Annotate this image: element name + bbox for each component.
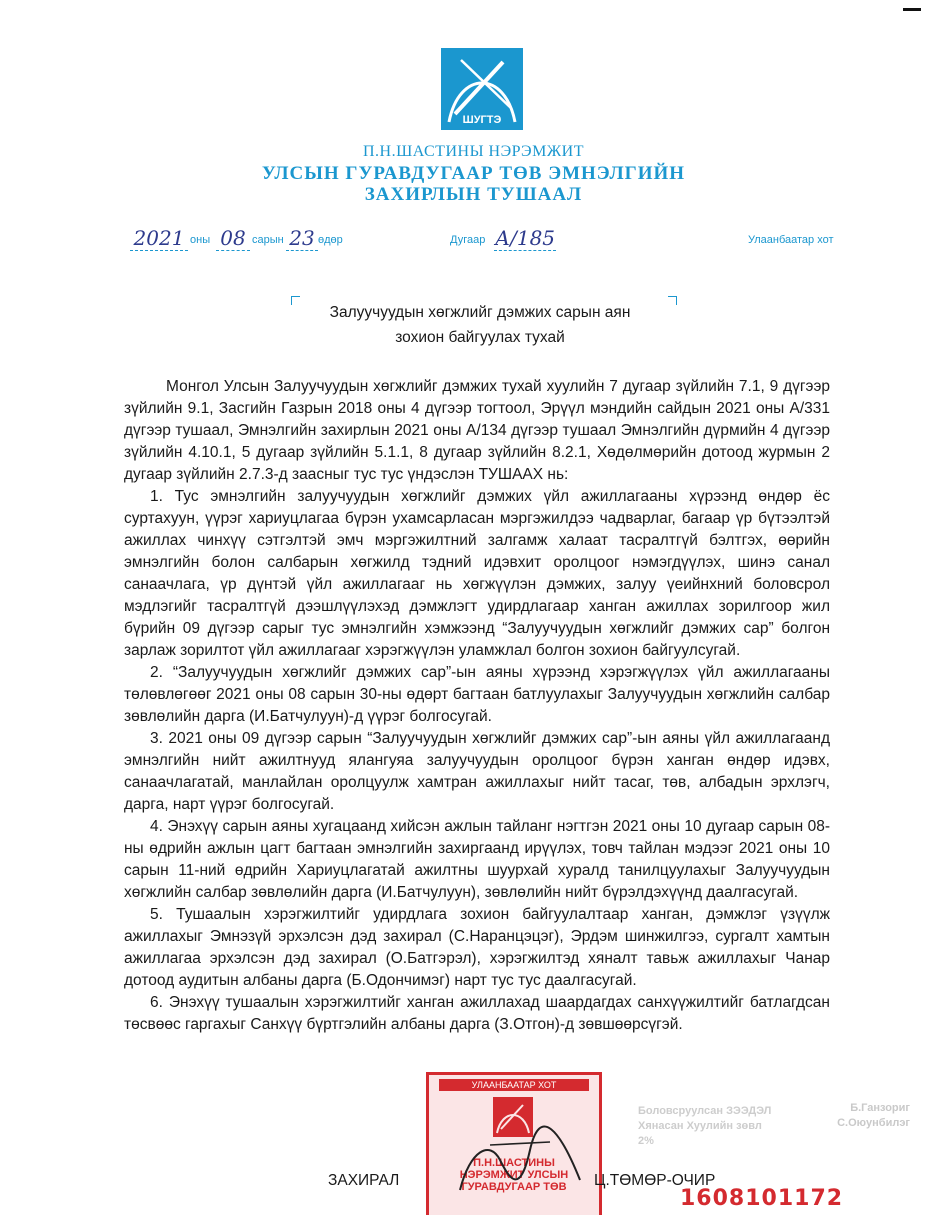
date-year: 2021 xyxy=(130,226,188,251)
signatory-title: ЗАХИРАЛ xyxy=(328,1172,400,1189)
bleed-through-text-left: Боловсруулсан ЗЭЭДЭЛ Хянасан Хуулийн зөвл 2% xyxy=(638,1105,772,1147)
order-item-5: 5. Тушаалын хэрэгжилтийг удирдлага зохион байгуулалтаар ханган, дэмжлэг үзүүлж ажиллахыг Эмнэзүй эрхэлсэн дэд захирал (С.Наранцэцэг), Эрдэм шинжилгээ, сургалт хамтын ажиллагаа эрхэлсэн дэд захирал (О.Батгэрэл), хэрэгжилтэд хяналт тавьж ажиллахыг Чанар дотоод аудитын албаны дарга (Б.Одончимэг) нарт тус тус даалгасугай. xyxy=(124,906,830,989)
stamp-line2: НЭРЭМЖИТ УЛСЫН xyxy=(459,1169,569,1181)
handwritten-signature xyxy=(430,1120,610,1200)
number-label: Дугаар xyxy=(450,234,486,246)
order-item-2: 2. “Залуучуудын хөгжлийг дэмжих сар”-ын аяны хүрээнд хэрэгжүүлэх үйл ажиллагааны төлөвлөгөөг 2021 оны 08 сарын 30-ны өдөрт багтаан батлуулахыг Залуучуудын хөгжлийн салбар зөвлөлийн дарга (И.Батчулуун)-д үүрэг болгосугай. xyxy=(124,664,830,725)
order-item-6: 6. Энэхүү тушаалын хэрэгжилтийг ханган ажиллахад шаардагдах санхүүжилтийг батлагдсан төсвөөс гаргахыг Санхүү бүртгэлийн албаны дарга (З.Отгон)-д зөвшөөрсүгэй. xyxy=(124,994,830,1033)
month-label: сарын xyxy=(252,234,284,246)
date-day: 23 xyxy=(286,226,318,251)
org-name-line1: П.Н.ШАСТИНЫ НЭРЭМЖИТ xyxy=(363,143,584,160)
subject-bracket-left xyxy=(291,296,300,305)
stamp-line1: П.Н.ШАСТИНЫ xyxy=(473,1157,555,1169)
year-label: оны xyxy=(190,234,211,246)
order-item-3: 3. 2021 оны 09 дүгээр сарын “Залуучуудын хөгжлийг дэмжих сар”-ын аяны үйл ажиллагаанд эмнэлгийн нийт ажилтнууд ялангуяа залуучуудын оролцоог бүрэн ханган өндөр идэвх, санаачлагатай, манлайлан оролцуулж хамтран ажиллахыг нийт тасаг, төв, албадын эрхлэгч, дарга, нарт үүрэг болгосугай. xyxy=(124,730,830,813)
subject-line2: зохион байгуулах тухай xyxy=(395,329,565,346)
document-serial-number: 1608101172 xyxy=(680,1186,844,1211)
order-item-1: 1. Тус эмнэлгийн залуучуудын хөгжлийг дэмжих үйл ажиллагааны хүрээнд өндөр ёс суртахуун, үүрэг хариуцлагаа бүрэн ухамсарласан мэргэжилдээ чадварлаг, багаар үр бүтээлтэй ажиллах чинхүү сэтгэлтэй эмч мэргэжилтний залгамж халаат тасралтгүй бэлтгэх, өөрийн эмнэлгийн болон салбарын хөгжилд тэдний идэвхит оролцоог нэмэгдүүлэх, шинэ санал санаачлага, үр дүнтэй үйл ажиллагааг нь хөгжүүлэн дэмжих, залуу үеийнхний боловсрол мэдлэгийг тасралтгүй дээшлүүлэхэд дэмжлэгт удирдлагаар ханган ажиллах зорилгоор жил бүрийн 09 дүгээр сарыг тус эмнэлгийн хэмжээнд “Залуучуудын хөгжлийг дэмжих сар” болгон зарлаж зорилтот үйл ажиллагааг хэрэгжүүлэн уламжлал болгон зохион байгуулсугай. xyxy=(124,488,830,659)
order-subject xyxy=(300,300,660,350)
order-type-title: ЗАХИРЛЫН ТУШААЛ xyxy=(364,184,583,205)
bleed-through-text-right: Б.Ганзориг С.Оюунбилэг xyxy=(837,1102,910,1129)
preamble-paragraph: Монгол Улсын Залуучуудын хөгжлийг дэмжих тухай хуулийн 7 дугаар зүйлийн 7.1, 9 дүгээр зүйлийн 9.1, Засгийн Газрын 2018 оны 4 дүгээр тогтоол, Эрүүл мэндийн сайдын 2021 оны А/331 дүгээр тушаал, Эмнэлгийн захирлын 2021 оны А/134 дүгээр тушаал Эмнэлгийн дүрмийн 4 дүгээр зүйлийн 4.10.1, 5 дугаар зүйлийн 5.1.1, 8 дугаар зүйлийн 8.2.1, Хөдөлмөрийн дотоод журмын 2 дугаар зүйлийн 2.7.3-д заасныг тус тус үндэслэн ТУШААХ нь: xyxy=(124,378,830,483)
order-item-4: 4. Энэхүү сарын аяны хугацаанд хийсэн ажлын тайланг нэгтгэн 2021 оны 10 дугаар сарын 08-ны өдрийн ажлын цагт багтаан эмнэлгийн захиргаанд ирүүлэх, товч тайлан мэдээг 2021 оны 10 сарын 11-ний өдрийн Хариуцлагатай ажилтны шуурхай хуралд танилцуулахыг Залуучуудын хөгжлийн салбар зөвлөлийн дарга (И.Батчулуун), зөвлөлийн нийт бүрэлдэхүүнд даалгасугай. xyxy=(124,818,830,901)
subject-bracket-right xyxy=(668,296,677,305)
signatory-name: Ц.ТӨМӨР-ОЧИР xyxy=(594,1172,716,1189)
org-name-line2: УЛСЫН ГУРАВДУГААР ТӨВ ЭМНЭЛГИЙН xyxy=(261,163,686,184)
order-number: А/185 xyxy=(494,226,556,250)
subject-line1: Залуучуудын хөгжлийг дэмжих сарын аян xyxy=(329,304,631,321)
scan-corner-mark xyxy=(903,8,921,11)
hospital-logo xyxy=(441,48,523,130)
city-label: Улаанбаатар хот xyxy=(748,234,834,246)
stamp-top-text: УЛААНБААТАР ХОТ xyxy=(439,1079,589,1091)
stamp-line3: ГУРАВДУГААР ТӨВ xyxy=(461,1181,567,1193)
logo-text: ШУГТЭ xyxy=(462,114,502,126)
order-body xyxy=(124,376,830,1036)
date-month: 08 xyxy=(216,226,250,251)
day-label: өдөр xyxy=(318,234,343,246)
date-number-line xyxy=(130,226,840,248)
